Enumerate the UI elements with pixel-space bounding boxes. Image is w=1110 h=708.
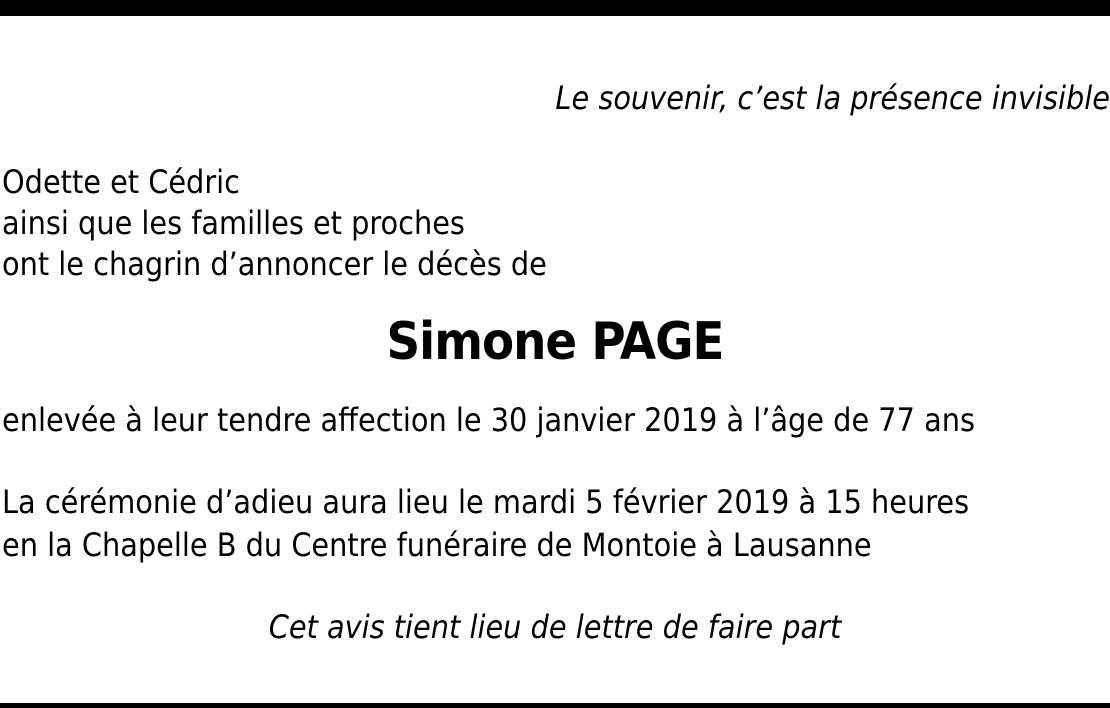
announcer-line-1: Odette et Cédric bbox=[2, 163, 240, 201]
ceremony-line-1: La cérémonie d’adieu aura lieu le mardi 5 février 2019 à 15 heures bbox=[2, 483, 970, 521]
bottom-border-rule bbox=[0, 703, 1110, 708]
announcer-line-2: ainsi que les familles et proches bbox=[2, 204, 465, 242]
deceased-name: Simone PAGE bbox=[386, 312, 724, 372]
epigraph-quote: Le souvenir, c’est la présence invisible bbox=[555, 79, 1110, 117]
announcer-line-3: ont le chagrin d’annoncer le décès de bbox=[2, 245, 547, 283]
footer-notice: Cet avis tient lieu de lettre de faire part bbox=[268, 608, 842, 646]
passing-details: enlevée à leur tendre affection le 30 janvier 2019 à l’âge de 77 ans bbox=[2, 401, 975, 439]
top-border-rule bbox=[0, 0, 1110, 16]
ceremony-line-2: en la Chapelle B du Centre funéraire de Montoie à Lausanne bbox=[2, 526, 872, 564]
